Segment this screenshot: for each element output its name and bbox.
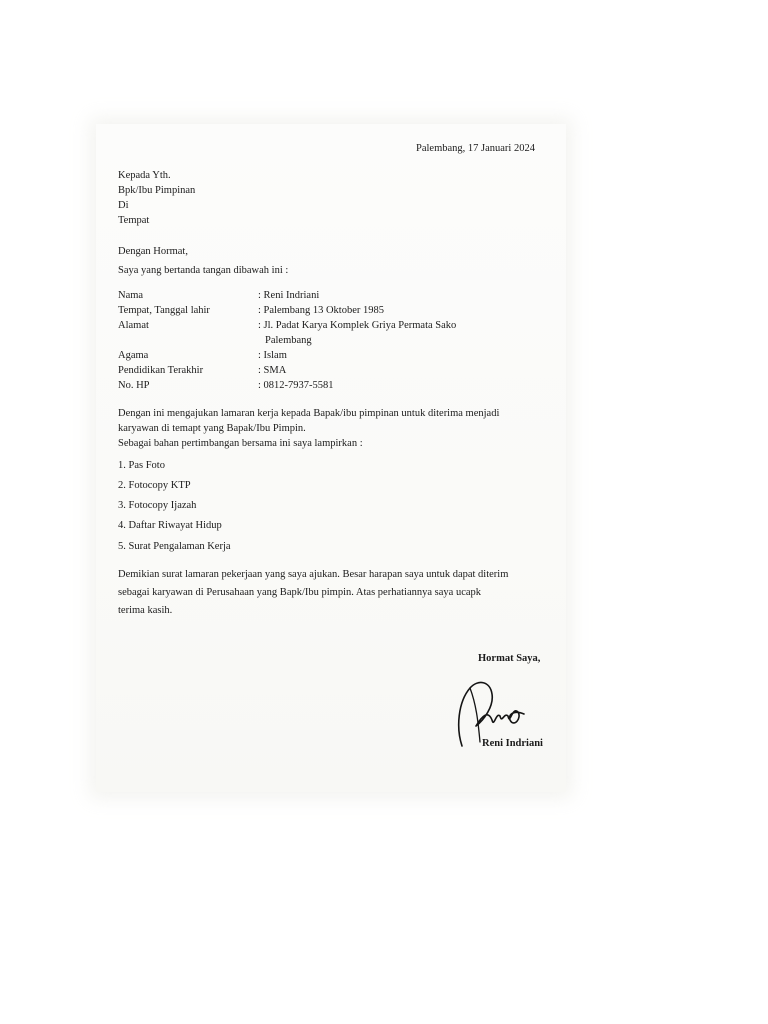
field-label: Pendidikan Terakhir: [118, 365, 204, 376]
field-value: : Palembang 13 Oktober 1985: [258, 305, 384, 316]
attachment-item: 1. Pas Foto: [118, 460, 165, 471]
attachment-item: 3. Fotocopy Ijazah: [118, 500, 197, 511]
attachment-item: 2. Fotocopy KTP: [118, 480, 191, 491]
recipient-line: Tempat: [118, 215, 150, 226]
recipient-line: Di: [118, 200, 129, 211]
attachment-item: 5. Surat Pengalaman Kerja: [118, 541, 231, 552]
field-label: Tempat, Tanggal lahir: [118, 305, 210, 316]
field-value: : 0812-7937-5581: [258, 380, 334, 391]
paragraph-line: Dengan ini mengajukan lamaran kerja kepada Bapak/ibu pimpinan untuk diterima menjadi: [118, 408, 500, 419]
recipient-line: Kepada Yth.: [118, 170, 171, 181]
signature-name: Reni Indriani: [482, 738, 543, 749]
field-label: No. HP: [118, 380, 150, 391]
paragraph-line: Sebagai bahan pertimbangan bersama ini saya lampirkan :: [118, 438, 363, 449]
intro-text: Saya yang bertanda tangan dibawah ini :: [118, 265, 289, 276]
field-value: : Jl. Padat Karya Komplek Griya Permata Sako: [258, 320, 457, 331]
letter-date: Palembang, 17 Januari 2024: [416, 143, 535, 154]
paragraph-line: sebagai karyawan di Perusahaan yang Bapk/Ibu pimpin. Atas perhatiannya saya ucapk: [118, 587, 482, 598]
attachment-item: 4. Daftar Riwayat Hidup: [118, 520, 222, 531]
paragraph-line: terima kasih.: [118, 605, 173, 616]
field-label: Nama: [118, 290, 144, 301]
recipient-line: Bpk/Ibu Pimpinan: [118, 185, 196, 196]
field-value: : Reni Indriani: [258, 290, 320, 301]
paragraph-line: Demikian surat lamaran pekerjaan yang saya ajukan. Besar harapan saya untuk dapat diterim: [118, 569, 509, 580]
salutation: Dengan Hormat,: [118, 246, 188, 257]
field-label: Agama: [118, 350, 149, 361]
paragraph-line: karyawan di temapt yang Bapak/Ibu Pimpin.: [118, 423, 306, 434]
field-value-continuation: Palembang: [265, 335, 312, 346]
field-label: Alamat: [118, 320, 149, 331]
field-value: : SMA: [258, 365, 287, 376]
closing-text: Hormat Saya,: [478, 653, 541, 664]
field-value: : Islam: [258, 350, 287, 361]
